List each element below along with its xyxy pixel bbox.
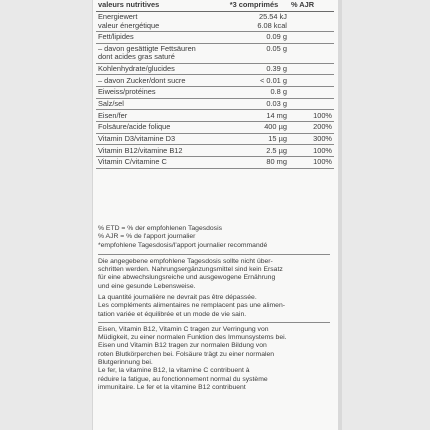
- nutrient-label: dont acides gras saturé: [98, 52, 175, 62]
- nutrient-value: 14 mg: [228, 110, 289, 122]
- nutrient-value: 400 µg: [228, 122, 289, 134]
- text-line: réduire la fatigue, au fonctionnement normal du système: [98, 375, 268, 383]
- nutrient-label: valeur énergétique: [98, 20, 160, 30]
- table-row: [96, 122, 334, 134]
- divider: [98, 322, 330, 323]
- table-row: [96, 12, 334, 32]
- nutrient-label: Eisen/fer: [96, 110, 228, 122]
- text-line: tation variée et équilibrée et un mode de vie sain.: [98, 310, 247, 318]
- table-row: [96, 98, 334, 110]
- nutrient-label: Eiweiss/protéines: [96, 87, 228, 99]
- nutrient-value: 0.05 g: [228, 43, 289, 63]
- nutrient-pct: 200%: [289, 122, 334, 134]
- nutrient-label: Kohlenhydrate/glucides: [96, 63, 228, 75]
- nutrient-value: 0.8 g: [228, 87, 289, 99]
- nutrient-pct: [289, 87, 334, 99]
- nutrient-value: 15 µg: [228, 133, 289, 145]
- nutrient-pct: [289, 32, 334, 44]
- header-nutrients: valeurs nutritives: [96, 0, 228, 12]
- nutrient-label: Energiewert: [98, 12, 138, 22]
- nutrient-pct: [289, 75, 334, 87]
- dosage-warning-de: [98, 258, 330, 291]
- table-row: [96, 43, 334, 63]
- table-header-row: [96, 0, 334, 12]
- nutrient-pct: [289, 43, 334, 63]
- nutrient-value: 0.03 g: [228, 98, 289, 110]
- nutrient-label: Fett/lipides: [96, 32, 228, 44]
- text-line: Les compléments alimentaires ne remplacent pas une alimen-: [98, 302, 286, 310]
- text-line: Eisen, Vitamin B12, Vitamin C tragen zur Verringung von: [98, 325, 269, 333]
- nutrient-value: 2.5 µg: [228, 145, 289, 157]
- text-line: immunitaire. Le fer et la vitamine B12 contribuent: [98, 383, 246, 391]
- legend-line: % ETD = % der empfohlenen Tagesdosis: [98, 225, 222, 232]
- nutrient-label: Salz/sel: [96, 98, 228, 110]
- text-line: Eisen und Vitamin B12 tragen zur normalen Bildung von: [98, 342, 267, 350]
- table-row: [96, 63, 334, 75]
- nutrient-value: 25.54 kJ: [259, 12, 287, 22]
- nutrient-label: – davon gesättigte Fettsäuren: [98, 44, 196, 54]
- nutrient-label: Vitamin D3/vitamine D3: [96, 133, 228, 145]
- table-row: [96, 87, 334, 99]
- text-line: Die angegebene empfohlene Tagesdosis sollte nicht über-: [98, 257, 273, 265]
- nutrient-value: 80 mg: [228, 157, 289, 169]
- nutrient-pct: [289, 12, 334, 32]
- label-notes: [98, 225, 330, 395]
- table-row: [96, 75, 334, 87]
- nutrient-value: < 0.01 g: [228, 75, 289, 87]
- nutrient-pct: 100%: [289, 145, 334, 157]
- table-row: [96, 145, 334, 157]
- nutrient-pct: 100%: [289, 110, 334, 122]
- table-row: [96, 110, 334, 122]
- text-line: Müdigkeit, zu einer normalen Funktion des Immunsystems bei.: [98, 334, 287, 342]
- nutrient-value: 0.39 g: [228, 63, 289, 75]
- legend-line: *empfohlene Tagesdosis/l'apport journalier recommandé: [98, 241, 268, 249]
- text-line: schritten werden. Nahrungsergänzungsmittel sind kein Ersatz: [98, 266, 283, 274]
- nutrient-pct: 100%: [289, 157, 334, 169]
- text-line: Blutgerinnung bei.: [98, 358, 153, 366]
- nutrient-pct: 300%: [289, 133, 334, 145]
- table-row: [96, 157, 334, 169]
- nutrient-value: 6.08 kcal: [257, 20, 287, 30]
- text-line: La quantité journalière ne devrait pas être dépassée.: [98, 293, 257, 301]
- nutrient-label: Vitamin C/vitamine C: [96, 157, 228, 169]
- table-row: [96, 32, 334, 44]
- text-line: und eine gesunde Lebensweise.: [98, 282, 196, 290]
- nutrient-pct: [289, 98, 334, 110]
- nutrition-table: [96, 0, 334, 169]
- text-line: für eine abwechslungsreiche und ausgewogene Ernährung: [98, 274, 276, 282]
- nutrient-value: 0.09 g: [228, 32, 289, 44]
- health-claims: [98, 326, 330, 392]
- legend-line: % AJR = % de l'apport journalier: [98, 233, 196, 241]
- text-line: roten Blutkörperchen bei. Folsäure trägt zu einer normalen: [98, 350, 275, 358]
- dosage-warning-fr: [98, 294, 330, 319]
- header-rda: % AJR: [289, 0, 334, 12]
- nutrient-pct: [289, 63, 334, 75]
- nutrient-label: Vitamin B12/vitamine B12: [96, 145, 228, 157]
- text-line: Le fer, la vitamine B12, la vitamine C contribuent à: [98, 367, 250, 375]
- header-per-dose: *3 comprimés: [228, 0, 289, 12]
- table-row: [96, 133, 334, 145]
- nutrient-label: – davon Zucker/dont sucre: [96, 75, 228, 87]
- abbreviation-legend: [98, 225, 330, 250]
- nutrient-label: Folsäure/acide folique: [96, 122, 228, 134]
- box-edge: [338, 0, 342, 430]
- divider: [98, 254, 330, 255]
